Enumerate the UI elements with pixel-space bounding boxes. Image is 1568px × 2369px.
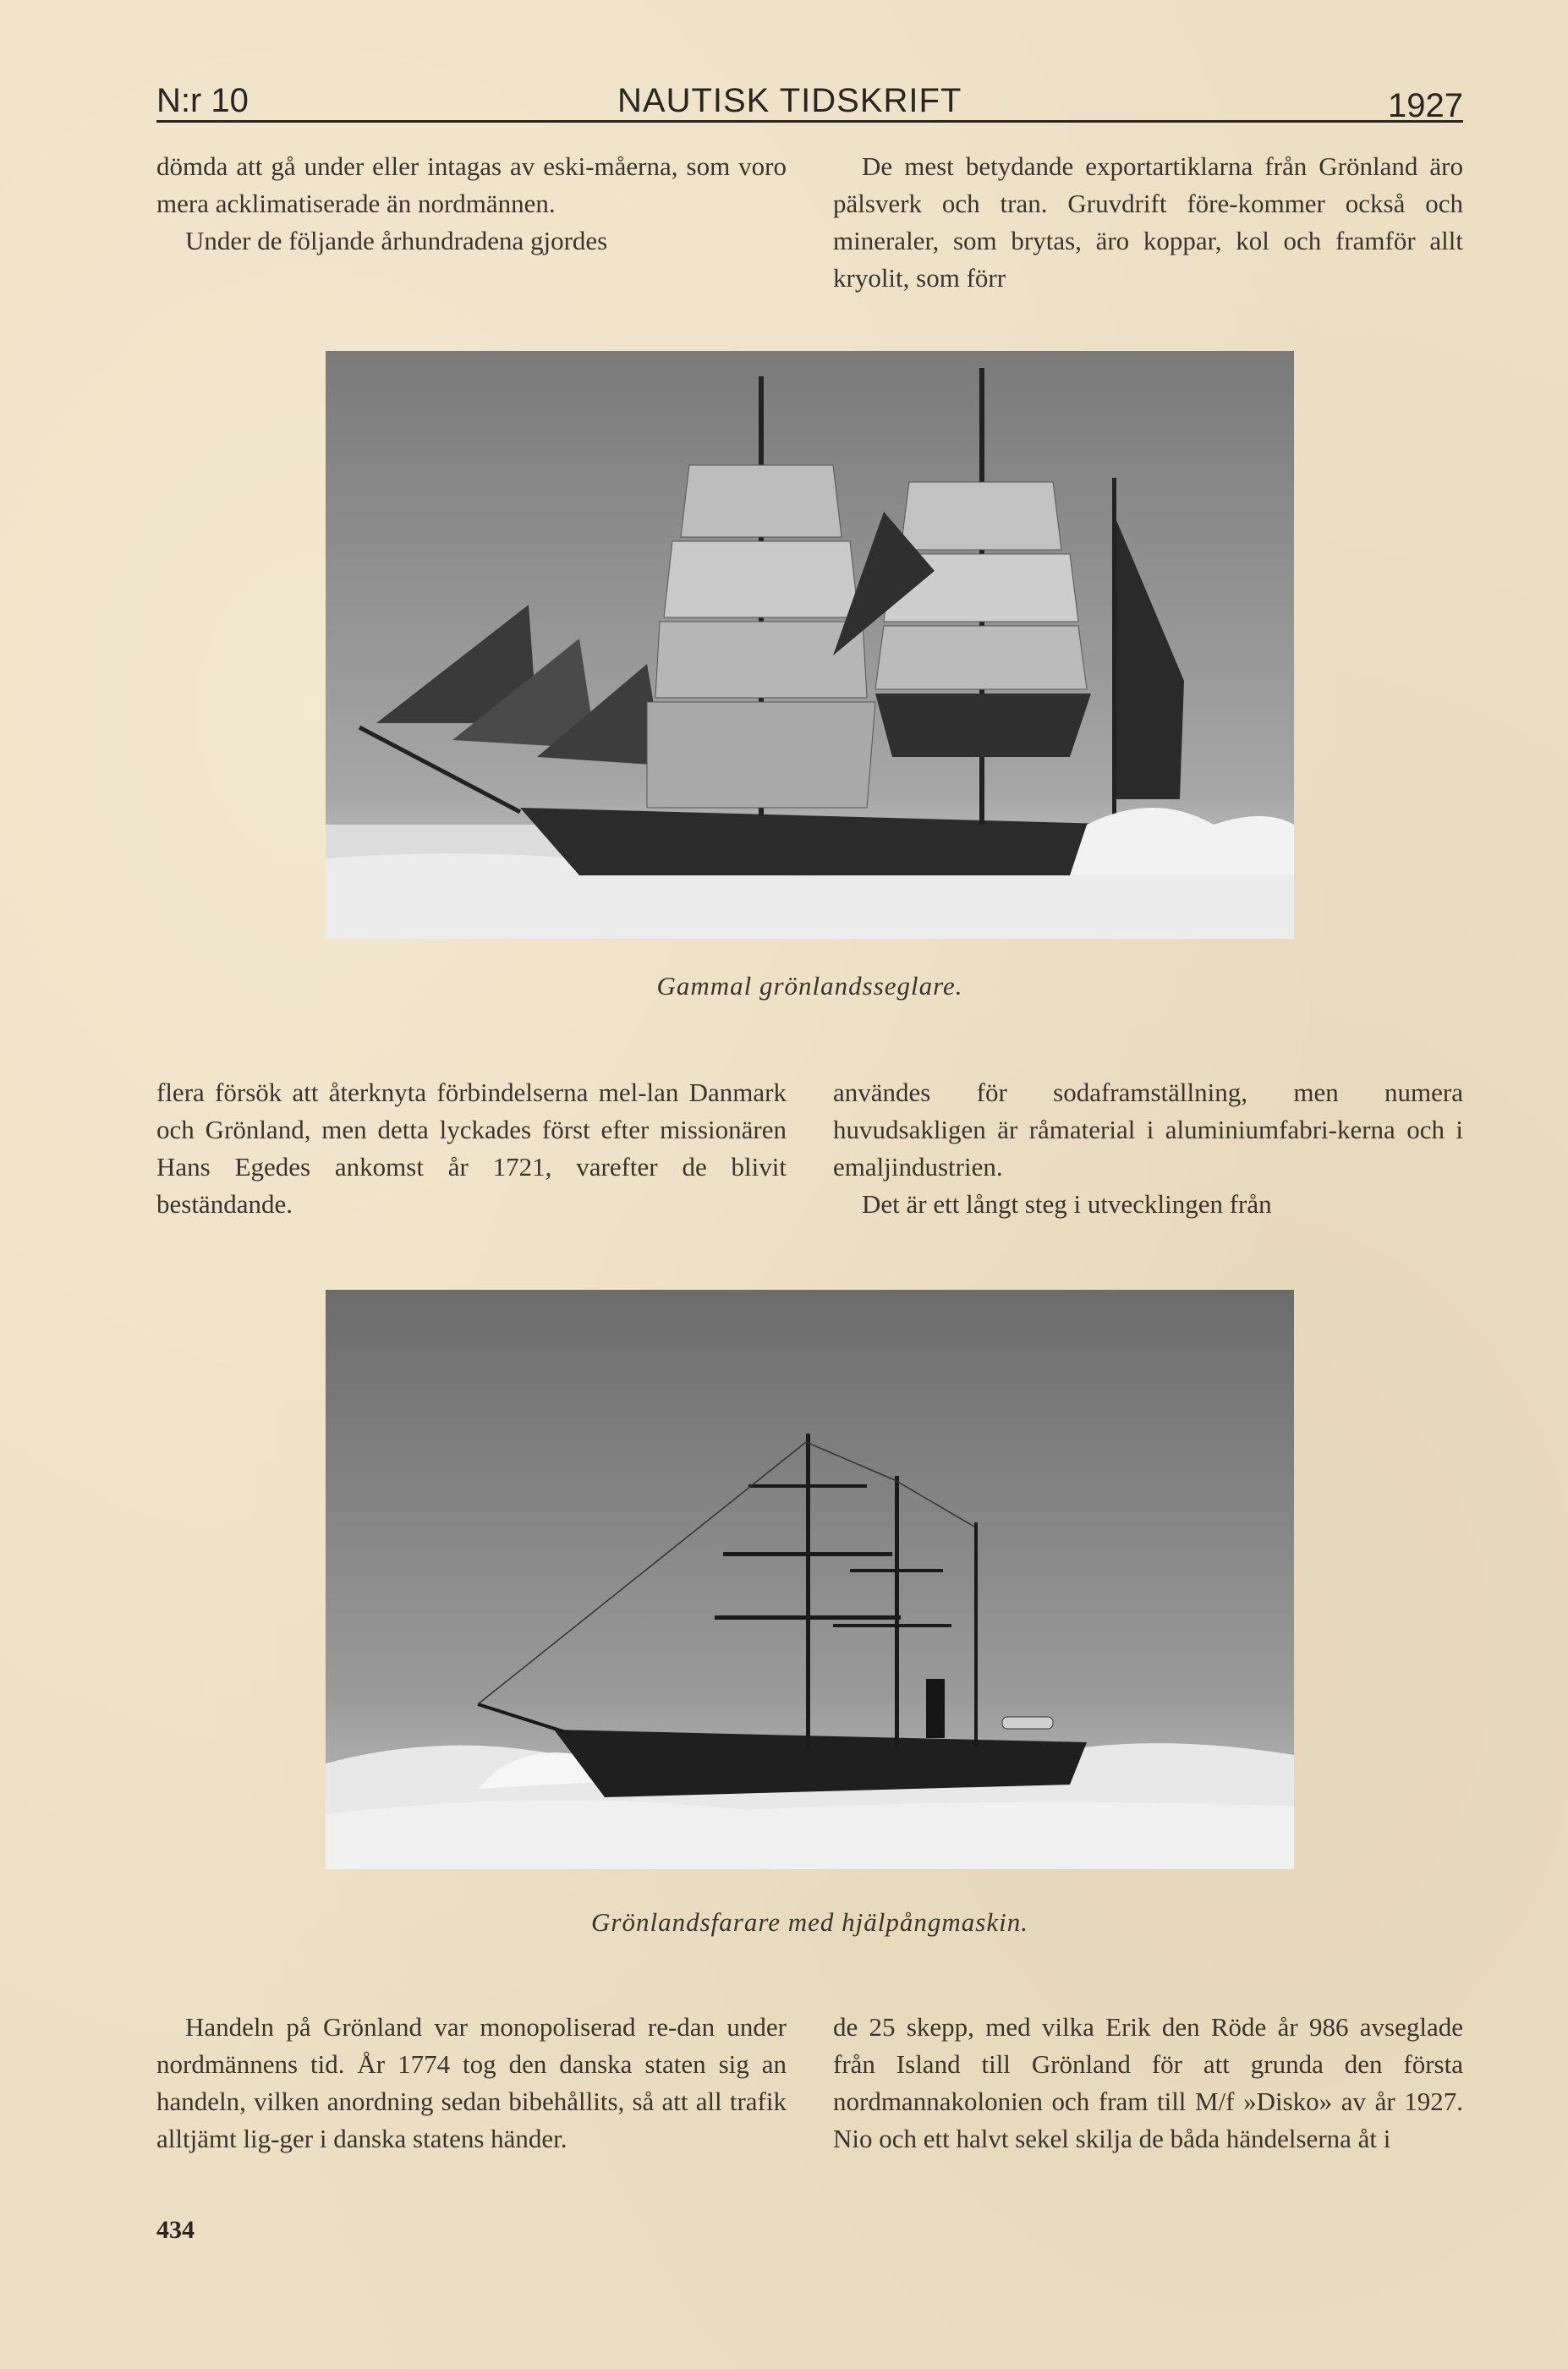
photo-greenland-ship-with-steam-engine — [326, 1290, 1294, 1869]
paragraph: användes för sodaframställning, men numera huvudsakligen är råmaterial i aluminiumfabri-kerna och i emaljindustrien. — [833, 1078, 1463, 1182]
photo-old-greenland-sailing-ship — [326, 351, 1294, 939]
journal-title: NAUTISK TIDSKRIFT — [617, 82, 962, 119]
steam-sailing-ship-illustration — [326, 1290, 1294, 1869]
paragraph: flera försök att återknyta förbindelserna mel-lan Danmark och Grönland, men detta lyckades först efter missionären Hans Egedes ankomst år 1721, varefter de blivit beständande. — [156, 1078, 787, 1219]
running-header — [156, 68, 1463, 123]
section3-right-column — [833, 2009, 1463, 2158]
paragraph: Handeln på Grönland var monopoliserad re-dan under nordmännens tid. År 1774 tog den danska staten sig an handeln, vilken anordning sedan bibehållits, så att all trafik alltjämt lig-ger i danska statens händer. — [156, 2012, 787, 2153]
paragraph: De mest betydande exportartiklarna från Grönland äro pälsverk och tran. Gruvdrift före-kommer också och mineraler, som brytas, äro koppar, kol och framför allt kryolit, som förr — [833, 151, 1463, 293]
paragraph: de 25 skepp, med vilka Erik den Röde år 986 avseglade från Island till Grönland för att grunda den första nordmannakolonien och fram till M/f »Disko» av år 1927. Nio och ett halvt sekel skilja de båda händelserna åt i — [833, 2012, 1463, 2153]
figure2-caption: Grönlandsfarare med hjälpångmaskin. — [591, 1907, 1028, 1937]
section1-left-column — [156, 148, 787, 260]
paragraph: dömda att gå under eller intagas av eski-måerna, som voro mera acklimatiserade än nordmännen. — [156, 151, 787, 218]
paragraph: Under de följande århundradena gjordes — [185, 226, 608, 255]
sailing-ship-illustration — [326, 351, 1294, 939]
section2-right-column — [833, 1074, 1463, 1223]
section2-left-column — [156, 1074, 787, 1223]
section3-left-column — [156, 2009, 787, 2158]
paragraph: Det är ett långt steg i utvecklingen från — [862, 1189, 1272, 1219]
issue-number: N:r 10 — [156, 82, 249, 119]
page-number: 434 — [156, 2216, 195, 2244]
year: 1927 — [1388, 87, 1463, 124]
section1-right-column — [833, 148, 1463, 297]
figure1-caption: Gammal grönlandsseglare. — [656, 971, 963, 1001]
